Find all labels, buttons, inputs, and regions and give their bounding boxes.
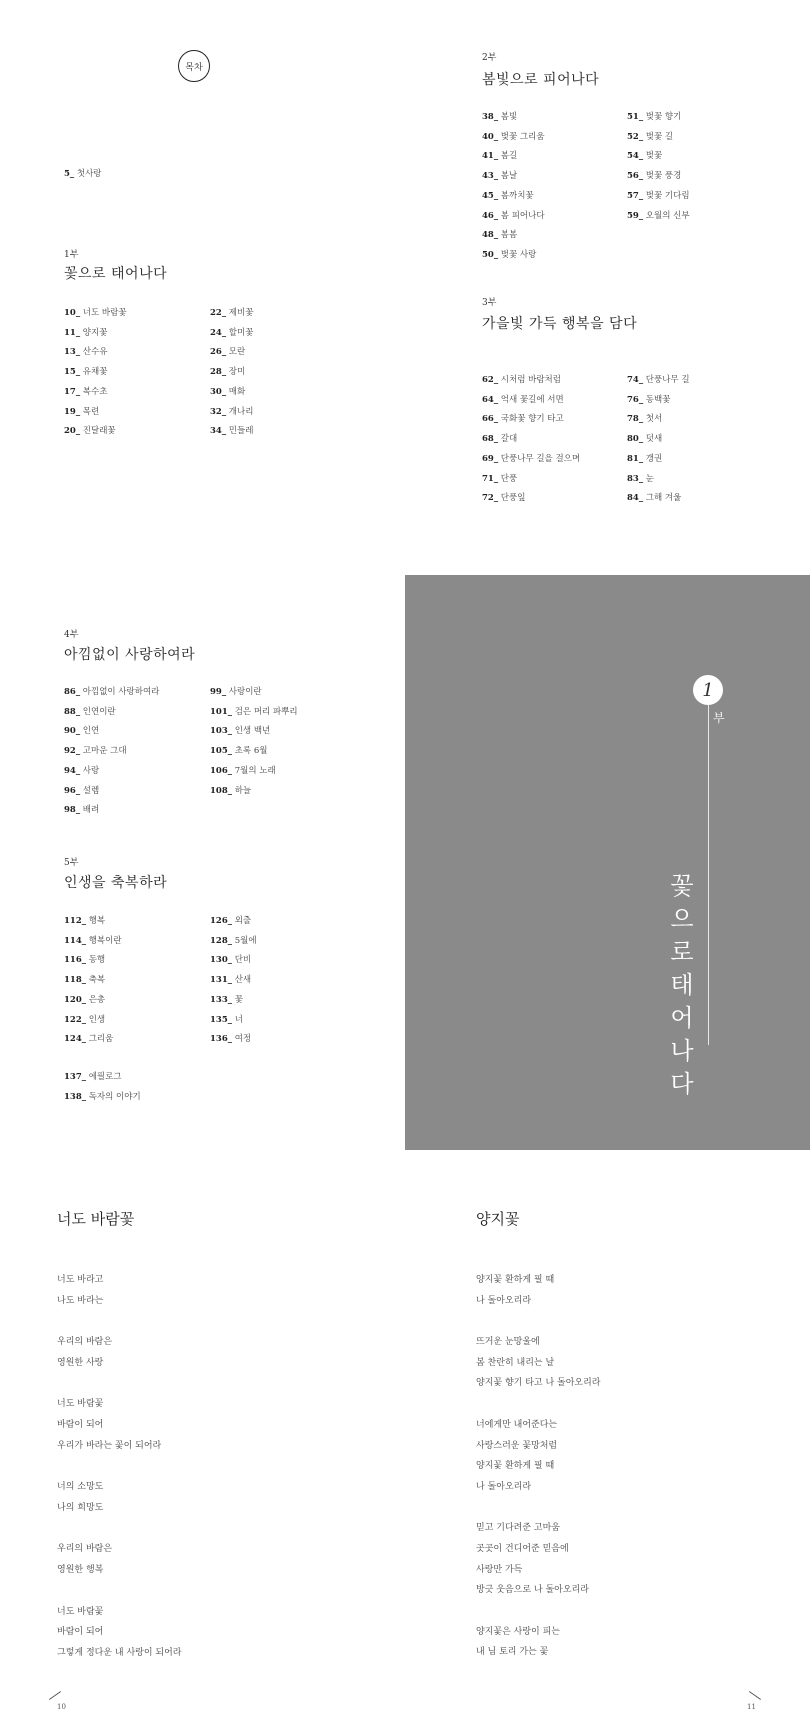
toc-entry-title: 단풍 (498, 473, 518, 484)
toc-entry-title: 양지꽃 (80, 327, 108, 338)
part-number-label: 부 (713, 711, 725, 725)
toc-entry-title: 사랑이란 (226, 687, 262, 697)
toc-entry-title: 제비꽃 (226, 308, 254, 318)
part-title-char: 나 (670, 1037, 694, 1065)
toc-entry-page: 98_ (64, 805, 81, 816)
toc-entry-page: 135_ (210, 1014, 232, 1025)
toc-entry-title: 봄 피어나다 (498, 210, 545, 221)
toc-entry-title: 갱권 (643, 453, 663, 464)
toc-entry-page: 130_ (210, 955, 232, 966)
poem-line: 너도 바람꽃 (57, 1606, 104, 1617)
poem-line: 양지꽃 향기 타고 나 돌아오리라 (476, 1378, 601, 1389)
toc-entry-page: 103_ (210, 726, 232, 737)
toc-entry-title: 시처럼 바람처럼 (498, 375, 561, 385)
toc-entry-title: 독자의 이야기 (86, 1091, 141, 1102)
toc-entry-page: 76_ (627, 394, 644, 405)
toc-entry-title: 5월에 (232, 935, 257, 946)
toc-entry-page: 17_ (64, 386, 81, 397)
part-label: 3부 (482, 298, 497, 308)
toc-entry-page: 83_ (627, 473, 644, 484)
toc-entry-page: 46_ (482, 210, 499, 221)
toc-entry-title: 억새 꽃길에 서면 (498, 394, 564, 405)
toc-entry-title: 검은 머리 파뿌리 (232, 706, 298, 717)
toc-entry-page: 64_ (482, 394, 499, 405)
poem-line: 너의 소망도 (57, 1482, 104, 1493)
toc-entry-page: 86_ (64, 687, 81, 697)
toc-entry-title: 벚꽃 (643, 151, 663, 162)
toc-entry-title: 사랑 (80, 765, 100, 776)
poem-line: 나의 희망도 (57, 1502, 104, 1513)
toc-entry-page: 122_ (64, 1014, 86, 1025)
toc-entry-title: 배려 (80, 805, 100, 816)
poem-line: 곳곳이 건디어준 믿음에 (476, 1544, 569, 1554)
part-title-char: 다 (670, 1070, 694, 1098)
toc-entry-title: 덧새 (643, 434, 663, 445)
toc-entry-title: 하늘 (232, 785, 252, 796)
toc-entry-page: 5_ (64, 169, 75, 179)
poem-line: 양지꽃은 사랑이 피는 (476, 1626, 560, 1637)
toc-entry-title: 너 (232, 1014, 243, 1025)
toc-entry-page: 69_ (482, 453, 499, 464)
toc-entry-title: 행복이란 (86, 935, 122, 946)
toc-entry-page: 51_ (627, 112, 644, 122)
toc-entry-page: 138_ (64, 1091, 86, 1102)
toc-entry-title: 벚꽃 길 (643, 131, 674, 142)
toc-entry-title: 벚꽃 그리움 (498, 131, 545, 142)
toc-entry-title: 오월의 신부 (643, 210, 690, 221)
poem-line: 양지꽃 환하게 필 때 (476, 1461, 555, 1472)
part-label: 4부 (64, 630, 79, 640)
poem-line: 나 돌아오리라 (476, 1481, 532, 1492)
toc-entry-title: 그리움 (86, 1034, 114, 1045)
toc-entry-title: 너도 바람꽃 (80, 308, 127, 318)
toc-entry-title: 장미 (226, 367, 246, 378)
toc-entry-page: 94_ (64, 765, 81, 776)
part-title-char: 어 (670, 1004, 694, 1032)
toc-entry-page: 78_ (627, 414, 644, 425)
part-title: 꽃으로 태어나다 (64, 266, 168, 282)
toc-entry-page: 54_ (627, 151, 644, 162)
toc-entry-page: 22_ (210, 308, 227, 318)
toc-entry-title: 진달래꽃 (80, 426, 116, 437)
poem-line: 우리의 바람은 (57, 1337, 113, 1348)
toc-entry-title: 고마운 그대 (80, 746, 127, 757)
toc-entry-page: 19_ (64, 406, 81, 417)
part-title-char: 꽃 (670, 872, 694, 900)
toc-entry-page: 32_ (210, 406, 227, 417)
poem-line: 사랑스러운 꽃망처럼 (476, 1440, 558, 1451)
poem-line: 믿고 기다려준 고마움 (476, 1523, 560, 1534)
toc-entry-title: 갈대 (498, 434, 518, 445)
toc-entry-page: 137_ (64, 1072, 86, 1082)
toc-entry-page: 57_ (627, 190, 644, 201)
toc-entry-page: 101_ (210, 706, 232, 717)
poem-line: 뜨거운 눈망울에 (476, 1337, 540, 1348)
toc-entry-title: 단풍잎 (498, 493, 526, 504)
toc-entry-page: 114_ (64, 935, 86, 946)
toc-entry-page: 59_ (627, 210, 644, 221)
toc-entry-page: 56_ (627, 171, 644, 182)
poem-line: 영원한 사랑 (57, 1357, 104, 1368)
toc-entry-page: 108_ (210, 785, 232, 796)
toc-entry-title: 축복 (86, 975, 106, 986)
toc-entry-title: 봄길 (498, 151, 518, 162)
toc-entry-page: 133_ (210, 994, 232, 1005)
toc-entry-page: 96_ (64, 785, 81, 796)
toc-entry-title: 매화 (226, 386, 246, 397)
page-number-right: 11 (747, 1703, 756, 1711)
toc-entry-title: 여정 (232, 1034, 252, 1045)
page-number-left: 10 (57, 1703, 66, 1711)
poem-line: 바람이 되어 (57, 1420, 104, 1430)
toc-entry-page: 50_ (482, 249, 499, 260)
poem-line: 그렇게 정다운 내 사랑이 되어라 (57, 1647, 182, 1658)
poem-line: 영원한 행복 (57, 1565, 104, 1575)
toc-entry-title: 인생 (86, 1014, 106, 1025)
toc-entry-page: 116_ (64, 955, 86, 966)
toc-entry-page: 11_ (64, 327, 81, 338)
toc-entry-page: 105_ (210, 746, 232, 757)
part-number-circle: 1 (693, 675, 723, 705)
poem-line: 너도 바람꽃 (57, 1399, 104, 1410)
part-label: 5부 (64, 858, 79, 868)
toc-entry-title: 아낌없이 사랑하여라 (80, 687, 160, 697)
poem-line: 나 돌아오리라 (476, 1295, 532, 1306)
toc-entry-page: 106_ (210, 765, 232, 776)
part-title-char: 로 (670, 938, 694, 966)
toc-entry-page: 99_ (210, 687, 227, 697)
toc-entry-title: 봄날 (498, 171, 518, 182)
toc-entry-page: 74_ (627, 375, 644, 385)
toc-entry-page: 71_ (482, 473, 499, 484)
toc-entry-page: 124_ (64, 1034, 86, 1045)
poem-title: 너도 바람꽃 (57, 1210, 135, 1228)
toc-entry-title: 민들레 (226, 426, 254, 437)
toc-badge: 목차 (178, 50, 210, 82)
toc-entry-page: 72_ (482, 493, 499, 504)
poem-line: 너도 바라고 (57, 1275, 104, 1285)
part-title: 아낌없이 사랑하여라 (64, 647, 196, 663)
toc-entry-page: 68_ (482, 434, 499, 445)
toc-entry-page: 84_ (627, 493, 644, 504)
toc-entry-page: 41_ (482, 151, 499, 162)
toc-entry-title: 벚꽃 향기 (643, 112, 682, 122)
toc-entry-title: 설렘 (80, 785, 100, 796)
toc-entry-page: 88_ (64, 706, 81, 717)
toc-entry-page: 28_ (210, 367, 227, 378)
toc-entry-title: 첫서 (643, 414, 663, 425)
toc-entry-title: 모란 (226, 347, 246, 358)
toc-entry-title: 첫사랑 (74, 169, 102, 179)
toc-entry-title: 목련 (80, 406, 100, 417)
toc-entry-title: 초록 6월 (232, 746, 268, 757)
toc-entry-title: 유채꽃 (80, 367, 108, 378)
toc-entry-page: 81_ (627, 453, 644, 464)
toc-entry-title: 눈 (643, 473, 655, 484)
poem-line: 우리의 바람은 (57, 1544, 113, 1555)
toc-entry-title: 할미꽃 (226, 327, 254, 338)
toc-entry-title: 동백꽃 (643, 394, 671, 405)
toc-entry-title: 꽃 (232, 994, 243, 1005)
poem-line: 우리가 바라는 꽃이 되어라 (57, 1440, 162, 1451)
part-title-char: 태 (670, 971, 694, 999)
toc-entry-page: 131_ (210, 975, 232, 986)
part-title-char: 으 (670, 905, 694, 933)
toc-entry-page: 112_ (64, 916, 86, 926)
poem-line: 너에게만 내어준다는 (476, 1420, 558, 1430)
toc-entry-page: 120_ (64, 994, 86, 1005)
toc-entry-page: 40_ (482, 131, 499, 142)
part-label: 2부 (482, 53, 497, 63)
toc-entry-page: 15_ (64, 367, 81, 378)
toc-entry-title: 은총 (86, 994, 106, 1005)
toc-entry-page: 136_ (210, 1034, 232, 1045)
poem-line: 내 님 토리 가는 꽃 (476, 1647, 549, 1658)
part-title: 가을빛 가득 행복을 담다 (482, 316, 638, 332)
toc-entry-page: 62_ (482, 375, 499, 385)
toc-entry-title: 단풍나무 길 (643, 375, 690, 385)
toc-entry-page: 48_ (482, 230, 499, 241)
toc-entry-title: 봄까치꽃 (498, 190, 534, 201)
toc-entry-title: 개나리 (226, 406, 254, 417)
toc-entry-page: 126_ (210, 916, 232, 926)
toc-entry-title: 7월의 노래 (232, 765, 276, 776)
toc-entry-page: 10_ (64, 308, 81, 318)
toc-entry-title: 봄봄 (498, 230, 518, 241)
toc-entry-title: 벚꽃 사랑 (498, 249, 537, 260)
poem-line: 사랑만 가득 (476, 1564, 523, 1575)
toc-entry-page: 20_ (64, 426, 81, 437)
toc-entry-title: 단비 (232, 955, 252, 966)
part-title: 봄빛으로 피어나다 (482, 72, 600, 88)
toc-entry-page: 90_ (64, 726, 81, 737)
toc-entry-title: 벚꽃 풍경 (643, 171, 682, 182)
toc-entry-page: 128_ (210, 935, 232, 946)
toc-entry-page: 66_ (482, 414, 499, 425)
toc-entry-title: 인연이란 (80, 706, 116, 717)
toc-entry-page: 38_ (482, 112, 499, 122)
toc-entry-title: 산수유 (80, 347, 108, 358)
toc-entry-title: 벚꽃 기다림 (643, 190, 690, 201)
toc-entry-page: 80_ (627, 434, 644, 445)
toc-entry-page: 30_ (210, 386, 227, 397)
toc-entry-title: 복수초 (80, 386, 108, 397)
toc-entry-page: 13_ (64, 347, 81, 358)
poem-line: 나도 바라는 (57, 1295, 104, 1306)
toc-entry-title: 인연 (80, 726, 100, 737)
toc-entry-page: 92_ (64, 746, 81, 757)
toc-entry-page: 26_ (210, 347, 227, 358)
toc-entry-title: 봄빛 (498, 112, 518, 122)
poem-line: 봄 찬란히 내리는 날 (476, 1357, 555, 1368)
poem-title: 양지꽃 (476, 1210, 520, 1228)
toc-entry-title: 행복 (86, 916, 106, 926)
toc-entry-title: 그해 겨울 (643, 493, 682, 504)
poem-line: 바람이 되어 (57, 1627, 104, 1638)
toc-entry-page: 34_ (210, 426, 227, 437)
toc-entry-title: 외출 (232, 916, 252, 926)
toc-entry-title: 인생 백년 (232, 726, 271, 737)
toc-entry-title: 단풍나무 길을 걸으며 (498, 453, 581, 464)
toc-entry-title: 동행 (86, 955, 106, 966)
poem-line: 양지꽃 환하게 필 때 (476, 1275, 555, 1285)
toc-entry-page: 43_ (482, 171, 499, 182)
part-title: 인생을 축복하라 (64, 875, 168, 891)
toc-entry-title: 국화꽃 향기 타고 (498, 414, 564, 425)
toc-entry-page: 24_ (210, 327, 227, 338)
toc-entry-page: 52_ (627, 131, 644, 142)
toc-entry-page: 118_ (64, 975, 86, 986)
toc-entry-page: 45_ (482, 190, 499, 201)
toc-entry-title: 산새 (232, 975, 252, 986)
poem-line: 방긋 웃음으로 나 돌아오리라 (476, 1585, 589, 1596)
part-label: 1부 (64, 250, 79, 260)
toc-entry-title: 에필로그 (86, 1072, 122, 1082)
